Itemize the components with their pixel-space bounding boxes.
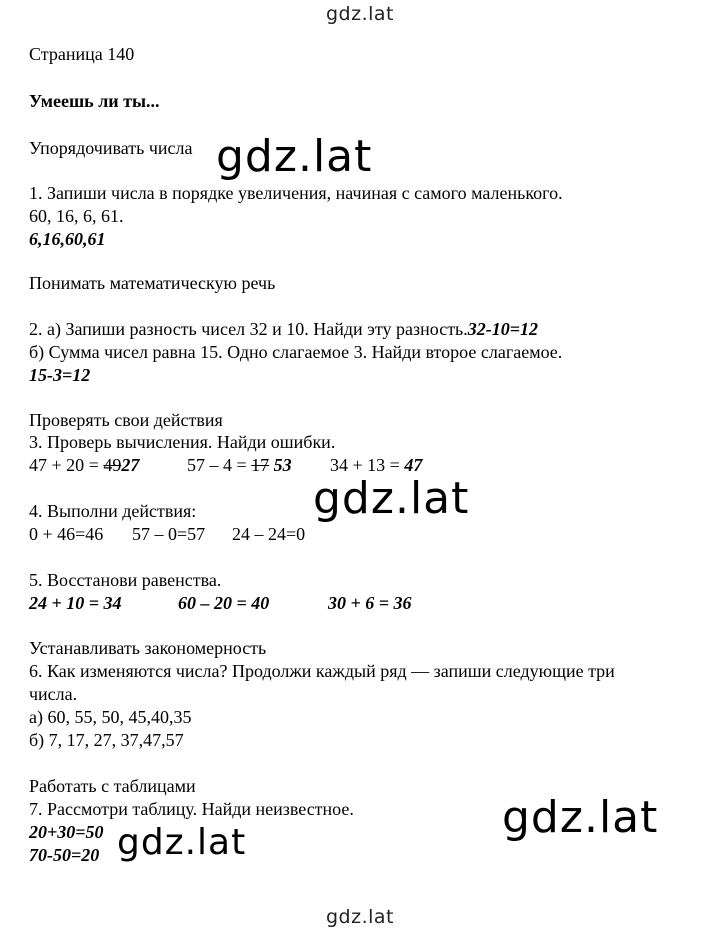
task-3-expr-1 bbox=[29, 454, 187, 476]
task-5-expr-2: 60 – 20 = 40 bbox=[178, 593, 270, 613]
task-4-expr-1: 0 + 46=46 bbox=[29, 524, 104, 544]
task-4-expr-3: 24 – 24=0 bbox=[232, 524, 306, 544]
task-2a bbox=[29, 318, 538, 340]
expr-1-correct: 27 bbox=[121, 455, 140, 475]
expr-2-wrong: 17 bbox=[251, 455, 270, 475]
task-6b: б) 7, 17, 27, 37,47,57 bbox=[29, 730, 184, 750]
task-5-answers bbox=[29, 592, 412, 614]
section-title-speech: Понимать математическую речь bbox=[29, 273, 276, 293]
expr-2-correct: 53 bbox=[273, 455, 292, 475]
task-6a: а) 60, 55, 50, 45,40,35 bbox=[29, 707, 192, 727]
task-3-text: 3. Проверь вычисления. Найди ошибки. bbox=[29, 432, 336, 452]
page-heading: Умеешь ли ты... bbox=[29, 91, 160, 111]
page-label: Страница 140 bbox=[29, 44, 135, 64]
task-3-expr-2 bbox=[187, 454, 330, 476]
task-7-text: 7. Рассмотри таблицу. Найди неизвестное. bbox=[29, 799, 354, 819]
section-title-patterns: Устанавливать закономерность bbox=[29, 638, 267, 658]
task-1-text: 1. Запиши числа в порядке увеличения, начиная с самого маленького. bbox=[29, 183, 563, 203]
expr-3-correct: 47 bbox=[404, 455, 423, 475]
task-7-answer-2: 70-50=20 bbox=[29, 845, 100, 865]
task-4-expr-2: 57 – 0=57 bbox=[132, 524, 206, 544]
task-1-numbers: 60, 16, 6, 61. bbox=[29, 206, 124, 226]
expr-1-left: 47 + 20 = bbox=[29, 455, 104, 475]
task-2a-text: 2. а) Запиши разность чисел 32 и 10. Найди эту разность. bbox=[29, 319, 468, 339]
task-5-text: 5. Восстанови равенства. bbox=[29, 570, 222, 590]
watermark-overlay: gdz.lat bbox=[216, 131, 373, 182]
task-6-text-line-1: 6. Как изменяются числа? Продолжи каждый ряд — запиши следующие три bbox=[29, 661, 615, 681]
expr-1-wrong: 49 bbox=[103, 455, 122, 475]
watermark-overlay: gdz.lat bbox=[117, 822, 247, 863]
task-2b-text: б) Сумма чисел равна 15. Одно слагаемое 3. Найди второе слагаемое. bbox=[29, 342, 563, 362]
task-5-expr-1: 24 + 10 = 34 bbox=[29, 593, 122, 613]
task-2b-answer: 15-3=12 bbox=[29, 365, 91, 385]
watermark-overlay: gdz.lat bbox=[313, 473, 470, 524]
task-6-text-line-2: числа. bbox=[29, 684, 78, 704]
header-watermark: gdz.lat bbox=[325, 3, 394, 25]
expr-2-left: 57 – 4 = bbox=[187, 455, 252, 475]
footer-watermark: gdz.lat bbox=[325, 906, 394, 928]
task-4-text: 4. Выполни действия: bbox=[29, 501, 197, 521]
task-7-answer-1: 20+30=50 bbox=[29, 822, 104, 842]
task-2a-answer: 32-10=12 bbox=[467, 319, 539, 339]
task-5-expr-3: 30 + 6 = 36 bbox=[328, 593, 412, 613]
section-title-tables: Работать с таблицами bbox=[29, 776, 196, 796]
expr-3-left: 34 + 13 = bbox=[330, 455, 405, 475]
task-4-answers bbox=[29, 523, 305, 545]
task-1-answer: 6,16,60,61 bbox=[29, 229, 106, 249]
section-title-ordering: Упорядочивать числа bbox=[29, 138, 193, 158]
section-title-checking: Проверять свои действия bbox=[29, 410, 223, 430]
watermark-overlay: gdz.lat bbox=[502, 792, 659, 843]
